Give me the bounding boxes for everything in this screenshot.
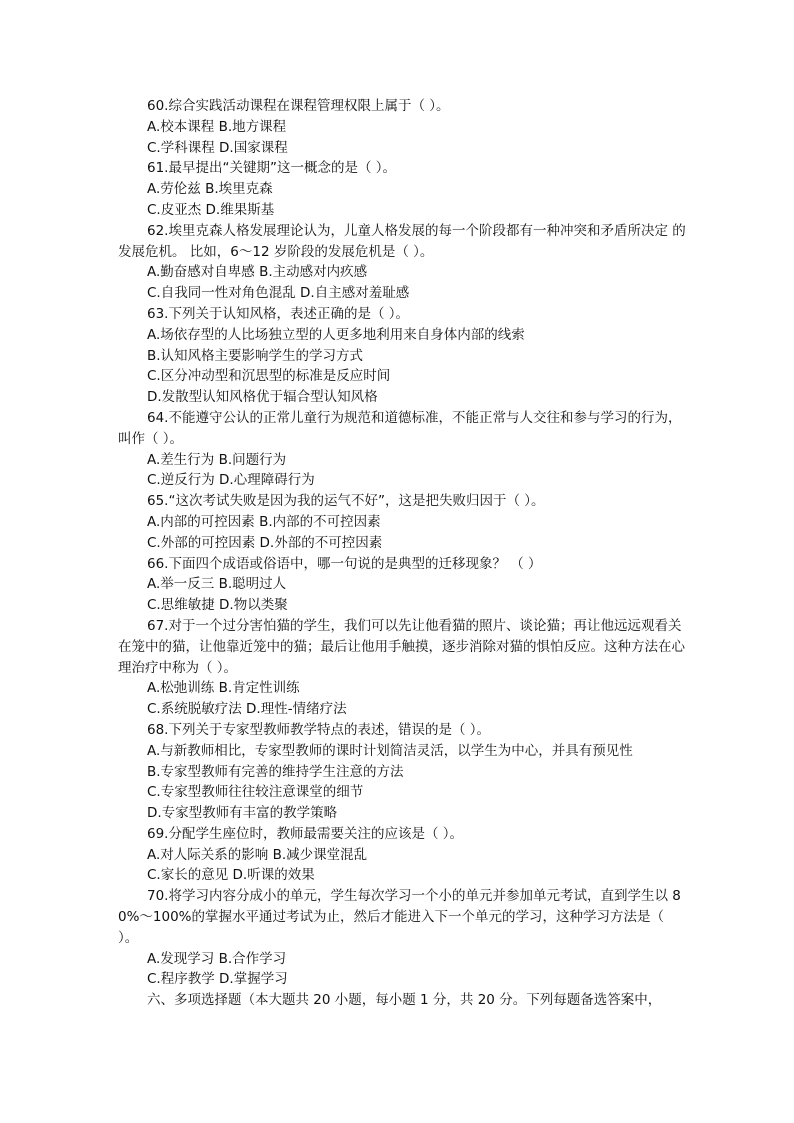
question-62-options-cd: C.自我同一性对角色混乱 D.自主感对羞耻感 — [147, 285, 410, 302]
question-61-stem: 61.最早提出“关键期”这一概念的是（ ）。 — [147, 160, 396, 177]
question-67-stem: 67.对于一个过分害怕猫的学生，我们可以先让他看猫的照片、谈论猫；再让他远远观看关 在笼中的猫，让他靠近笼中的猫；最后让他用手触摸，逐步消除对猫的惧怕反应。这种方法在心 理治疗中称为（ ）。 — [118, 617, 685, 676]
question-65-options-cd: C.外部的可控因素 D.外部的不可控因素 — [147, 534, 383, 551]
question-61-options-ab: A.劳伦兹 B.埃里克森 — [147, 181, 273, 198]
question-66-options-cd: C.思维敏捷 D.物以类聚 — [147, 597, 288, 614]
question-63-option-a: A.场依存型的人比场独立型的人更多地利用来自身体内部的线索 — [147, 326, 525, 343]
question-60-options-ab: A.校本课程 B.地方课程 — [147, 118, 287, 135]
question-68-option-a: A.与新教师相比，专家型教师的课时计划简洁灵活，以学生为中心，并具有预见性 — [147, 742, 633, 759]
question-67-options-cd: C.系统脱敏疗法 D.理性-情绪疗法 — [147, 701, 347, 718]
question-63-option-d: D.发散型认知风格优于辐合型认知风格 — [147, 389, 378, 406]
question-70-options-cd: C.程序教学 D.掌握学习 — [147, 971, 288, 988]
question-62-stem: 62.埃里克森人格发展理论认为，儿童人格发展的每一个阶段都有一种冲突和矛盾所决定 的发展危机。 比如，6～12 岁阶段的发展危机是（ ）。 — [118, 222, 686, 260]
question-70-options-ab: A.发现学习 B.合作学习 — [147, 950, 287, 967]
section-heading-multiple-choice: 六、多项选择题（本大题共 20 小题，每小题 1 分，共 20 分。下列每题备选答案中， — [147, 992, 662, 1009]
question-63-option-c: C.区分冲动型和沉思型的标准是反应时间 — [147, 368, 391, 385]
question-66-options-ab: A.举一反三 B.聪明过人 — [147, 576, 287, 593]
question-68-stem: 68.下列关于专家型教师教学特点的表述，错误的是（ ）。 — [147, 721, 491, 738]
question-63-stem: 63.下列关于认知风格，表述正确的是（ ）。 — [147, 305, 410, 322]
question-64-options-ab: A.差生行为 B.问题行为 — [147, 451, 287, 468]
question-64-options-cd: C.逆反行为 D.心理障碍行为 — [147, 472, 315, 489]
question-63-option-b: B.认知风格主要影响学生的学习方式 — [147, 347, 364, 364]
question-68-option-b: B.专家型教师有完善的维持学生注意的方法 — [147, 763, 404, 780]
question-list — [118, 96, 688, 1011]
question-68-option-d: D.专家型教师有丰富的教学策略 — [147, 805, 338, 822]
question-68-option-c: C.专家型教师往往较注意课堂的细节 — [147, 784, 364, 801]
question-69-options-cd: C.家长的意见 D.听课的效果 — [147, 867, 315, 884]
question-61-options-cd: C.皮亚杰 D.维果斯基 — [147, 201, 275, 218]
question-69-options-ab: A.对人际关系的影响 B.减少课堂混乱 — [147, 846, 368, 863]
question-66-stem: 66.下面四个成语或俗语中，哪一句说的是典型的迁移现象？ （ ） — [147, 555, 542, 572]
question-70-stem: 70.将学习内容分成小的单元，学生每次学习一个小的单元并参加单元考试，直到学生以 80%～100%的掌握水平通过考试为止，然后才能进入下一个单元的学习，这种学习方法是（ ）。 — [118, 888, 681, 946]
question-62-options-ab: A.勤奋感对自卑感 B.主动感对内疚感 — [147, 264, 368, 281]
question-65-stem: 65.“这次考试失败是因为我的运气不好”，这是把失败归因于（ ）。 — [147, 493, 545, 510]
question-64-stem: 64.不能遵守公认的正常儿童行为规范和道德标准，不能正常与人交往和参与学习的行为，叫作（ ）。 — [118, 409, 682, 447]
question-60-stem: 60.综合实践活动课程在课程管理权限上属于（ ）。 — [147, 98, 450, 114]
question-65-options-ab: A.内部的可控因素 B.内部的不可控因素 — [147, 513, 381, 530]
question-67-options-ab: A.松弛训练 B.肯定性训练 — [147, 680, 300, 697]
question-69-stem: 69.分配学生座位时，教师最需要关注的应该是（ ）。 — [147, 825, 464, 842]
question-60-options-cd: C.学科课程 D.国家课程 — [147, 139, 288, 156]
